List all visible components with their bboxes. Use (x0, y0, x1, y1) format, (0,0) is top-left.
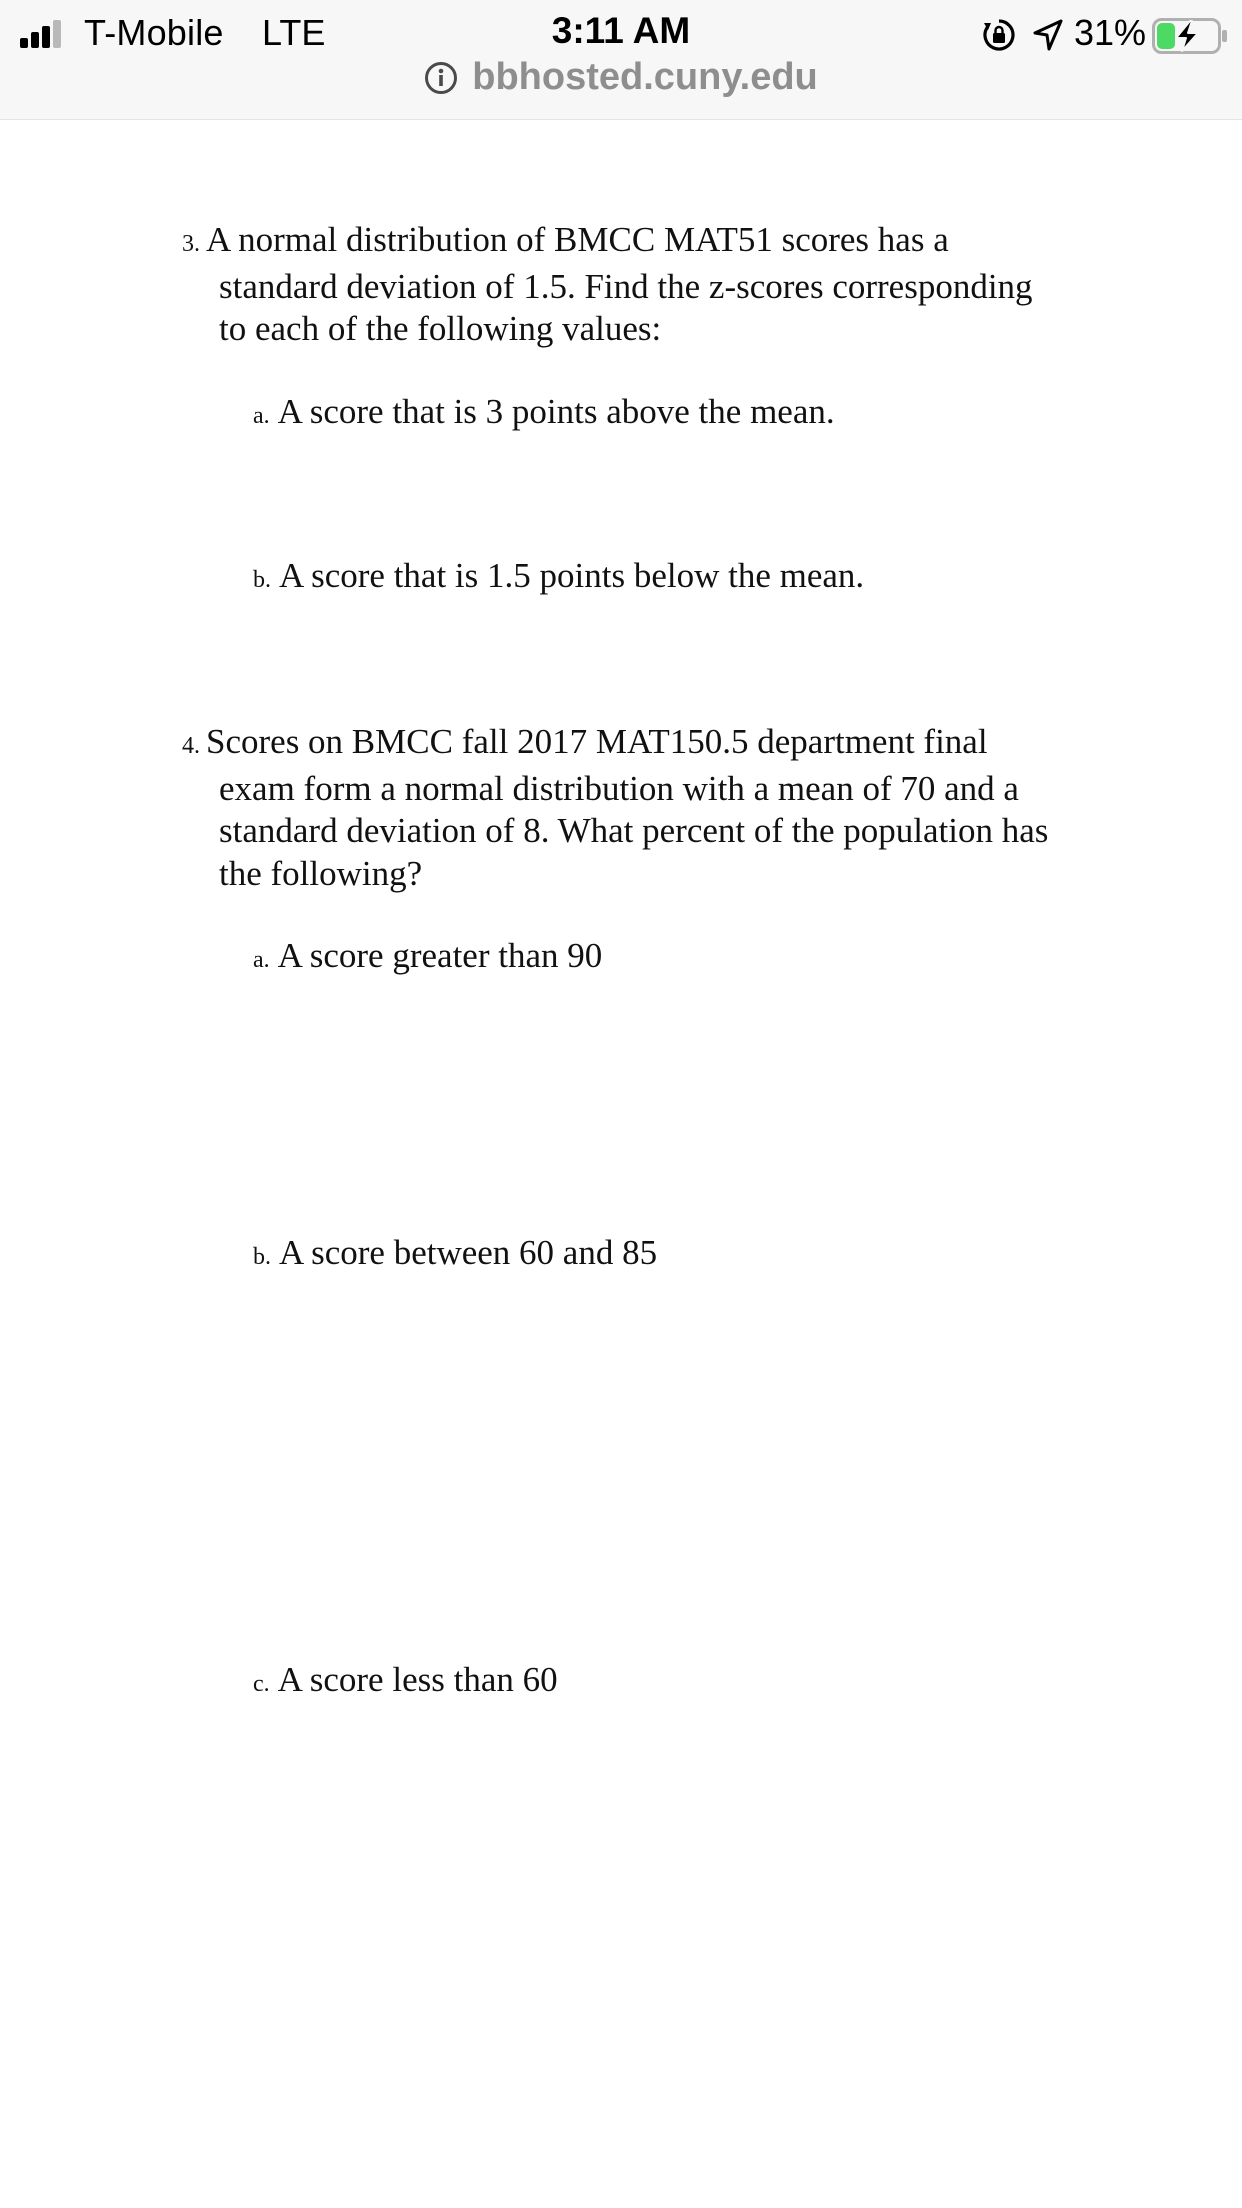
part-text: A score that is 3 points above the mean. (277, 392, 835, 431)
url-text[interactable]: bbhosted.cuny.edu (472, 56, 818, 98)
network-type: LTE (262, 12, 326, 53)
question-text-line: A normal distribution of BMCC MAT51 scores has a (206, 220, 949, 259)
question-text-line: standard deviation of 8. What percent of the population has (219, 811, 1049, 850)
part-letter: a. (253, 403, 270, 429)
battery-charging-icon (1152, 18, 1228, 54)
battery-percent: 31% (1074, 12, 1147, 53)
part-letter: b. (253, 567, 271, 593)
question-number: 3. (182, 231, 200, 257)
status-bar (0, 6, 1242, 56)
question-3-part-a (253, 391, 835, 437)
question-text-line: to each of the following values: (219, 309, 662, 348)
question-3-part-b (253, 555, 864, 601)
status-time: 3:11 AM (551, 10, 691, 51)
part-letter: a. (253, 947, 270, 973)
question-3 (182, 219, 1102, 351)
info-icon[interactable] (424, 61, 458, 95)
question-text-line: exam form a normal distribution with a mean of 70 and a (219, 768, 1019, 808)
question-number: 4. (182, 733, 200, 759)
carrier-name: T-Mobile (84, 12, 224, 53)
rotation-lock-icon (982, 18, 1016, 52)
document-page (0, 120, 1242, 2208)
question-text-line: standard deviation of 1.5. Find the z-scores corresponding (219, 266, 1033, 306)
location-arrow-icon (1032, 18, 1064, 52)
question-text-line: Scores on BMCC fall 2017 MAT150.5 department final (206, 722, 988, 761)
part-text: A score greater than 90 (277, 936, 603, 975)
question-text-line: the following? (219, 853, 423, 893)
part-letter: c. (253, 1671, 270, 1697)
part-text: A score between 60 and 85 (279, 1233, 658, 1272)
part-text: A score less than 60 (277, 1660, 558, 1699)
browser-chrome (0, 0, 1242, 120)
part-letter: b. (253, 1244, 271, 1270)
question-4-part-c (253, 1659, 558, 1705)
question-4 (182, 721, 1102, 895)
address-bar[interactable] (0, 56, 1242, 108)
question-4-part-a (253, 935, 602, 981)
cut-off-text-fragment (255, 120, 555, 126)
question-4-part-b (253, 1232, 657, 1278)
part-text: A score that is 1.5 points below the mean. (279, 556, 865, 595)
